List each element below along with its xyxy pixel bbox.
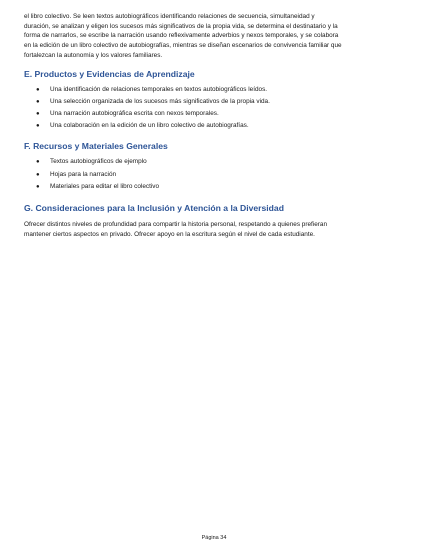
intro-line: fortalezcan la autonomía y los valores familiares. xyxy=(24,51,163,59)
list-item xyxy=(24,169,404,181)
list-item-text: Una narración autobiográfica escrita con nexos temporales. xyxy=(50,109,219,117)
bullet-icon: ● xyxy=(36,171,40,178)
intro-line: forma de narrarlos, se escribe la narración usando reflexivamente adverbios y nexos temporales, y se colabora xyxy=(24,32,339,40)
document-page xyxy=(24,12,404,239)
inclusion-line: Ofrecer distintos niveles de profundidad para compartir la historia personal, respetando a quienes prefieran xyxy=(24,220,328,228)
page-number: Página 34 xyxy=(201,535,227,541)
bullet-icon: ● xyxy=(36,110,40,117)
products-list xyxy=(24,84,404,133)
intro-line: el libro colectivo. Se leen textos autobiográficos identificando relaciones de secuencia, simultaneidad y xyxy=(24,13,315,20)
list-item-text: Textos autobiográficos de ejemplo xyxy=(50,158,147,166)
inclusion-paragraph xyxy=(24,220,404,239)
list-item-text: Una colaboración en la edición de un libro colectivo de autobiografías. xyxy=(50,122,249,130)
bullet-icon: ● xyxy=(36,183,40,190)
section-g-heading: G. Consideraciones para la Inclusión y Atención a la Diversidad xyxy=(24,202,284,213)
list-item-text: Materiales para editar el libro colectivo xyxy=(50,182,160,190)
list-item-text: Hojas para la narración xyxy=(50,170,117,178)
bullet-icon: ● xyxy=(36,159,40,166)
list-item xyxy=(24,84,404,96)
intro-paragraph xyxy=(24,12,404,61)
list-item-text: Una selección organizada de los sucesos más significativos de la propia vida. xyxy=(50,97,270,105)
bullet-icon: ● xyxy=(36,98,40,105)
list-item xyxy=(24,181,404,193)
list-item-text: Una identificación de relaciones temporales en textos autobiográficos leídos. xyxy=(50,85,268,93)
intro-line: duración, se analizan y eligen los sucesos más significativos de la propia vida, se determina el destinatario y la xyxy=(24,22,338,30)
section-e-heading: E. Productos y Evidencias de Aprendizaje xyxy=(24,68,195,79)
inclusion-line: mantener ciertos aspectos en privado. Ofrecer apoyo en la escritura según el nivel de cada estudiante. xyxy=(24,230,315,238)
intro-line: en la edición de un libro colectivo de autobiografías, mientras se diseñan escenarios de convivencia familiar que xyxy=(24,42,342,50)
bullet-icon: ● xyxy=(36,123,40,130)
list-item xyxy=(24,108,404,120)
list-item xyxy=(24,120,404,132)
bullet-icon: ● xyxy=(36,86,40,93)
list-item xyxy=(24,156,404,168)
resources-list xyxy=(24,156,404,193)
list-item xyxy=(24,96,404,108)
section-f-heading: F. Recursos y Materiales Generales xyxy=(24,141,168,152)
